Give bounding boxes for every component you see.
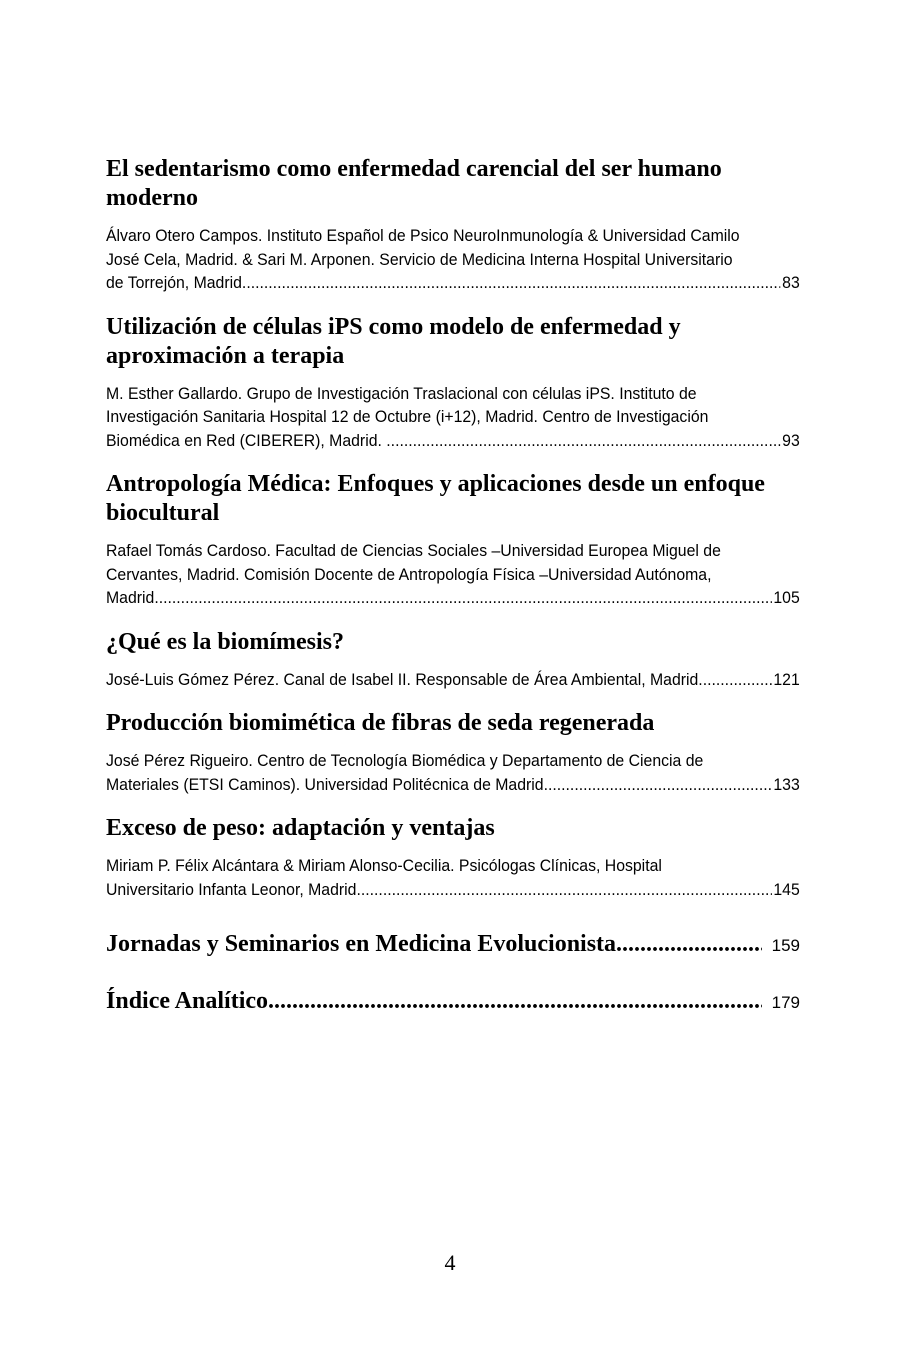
entry-title: El sedentarismo como enfermedad carencial del ser humano moderno bbox=[106, 156, 722, 211]
entry-authors bbox=[106, 382, 800, 453]
toc-entry bbox=[106, 709, 800, 796]
entry-title: Utilización de células iPS como modelo de enfermedad y aproximación a terapia bbox=[106, 313, 681, 369]
page-number: 133 bbox=[773, 774, 800, 794]
page-number: 159 bbox=[771, 936, 800, 955]
page-number: 179 bbox=[771, 993, 800, 1012]
dot-leader bbox=[616, 931, 762, 958]
section-title: Índice Analítico bbox=[106, 988, 269, 1014]
entry-title: Exceso de peso: adaptación y ventajas bbox=[106, 815, 495, 841]
dot-leader bbox=[159, 586, 772, 610]
entry-authors bbox=[106, 224, 800, 295]
dot-leader bbox=[242, 271, 780, 295]
author-line: Biomédica en Red (CIBERER), Madrid. . bbox=[106, 430, 391, 450]
author-last-line bbox=[106, 773, 800, 797]
entry-authors bbox=[106, 539, 800, 610]
dot-leader bbox=[268, 988, 762, 1015]
entry-authors bbox=[106, 854, 800, 901]
author-line: Miriam P. Félix Alcántara & Miriam Alonso-Cecilia. Psicólogas Clínicas, Hospital bbox=[106, 856, 662, 875]
toc-entry bbox=[106, 155, 800, 295]
author-line: Rafael Tomás Cardoso. Facultad de Ciencias Sociales –Universidad Europea Miguel de bbox=[106, 541, 721, 560]
section-title: Jornadas y Seminarios en Medicina Evolucionista bbox=[106, 931, 617, 957]
author-last-line bbox=[106, 878, 800, 902]
toc-entry bbox=[106, 814, 800, 901]
dot-leader bbox=[361, 878, 772, 902]
author-line: Materiales (ETSI Caminos). Universidad Politécnica de Madrid bbox=[106, 774, 544, 794]
table-of-contents bbox=[106, 155, 800, 1015]
entry-title: Producción biomimética de fibras de seda regenerada bbox=[106, 710, 655, 736]
entry-authors bbox=[106, 668, 800, 692]
toc-section bbox=[106, 988, 800, 1015]
author-line: Álvaro Otero Campos. Instituto Español de Psico NeuroInmunología & Universidad Camilo bbox=[106, 226, 740, 245]
author-last-line bbox=[106, 668, 800, 692]
page-number: 83 bbox=[782, 273, 800, 292]
dot-leader bbox=[544, 773, 772, 797]
author-last-line bbox=[106, 429, 800, 453]
toc-entry bbox=[106, 470, 800, 610]
page-number: 105 bbox=[773, 588, 800, 607]
author-line: M. Esther Gallardo. Grupo de Investigación Traslacional con células iPS. Instituto de bbox=[106, 383, 697, 403]
author-line: José Cela, Madrid. & Sari M. Arponen. Servicio de Medicina Interna Hospital Universitario bbox=[106, 249, 733, 269]
page-number: 93 bbox=[782, 430, 800, 450]
page-footer-number: 4 bbox=[444, 1250, 456, 1275]
toc-section bbox=[106, 931, 800, 958]
toc-entry bbox=[106, 628, 800, 692]
dot-leader bbox=[703, 668, 772, 692]
page-number: 121 bbox=[773, 669, 800, 689]
author-line: José-Luis Gómez Pérez. Canal de Isabel II. Responsable de Área Ambiental, Madrid. bbox=[106, 669, 703, 689]
author-line: Universitario Infanta Leonor, Madrid. bbox=[106, 879, 361, 899]
author-line: Investigación Sanitaria Hospital 12 de Octubre (i+12), Madrid. Centro de Investigación bbox=[106, 407, 709, 426]
entry-authors bbox=[106, 749, 800, 796]
author-line: Madrid. bbox=[106, 588, 159, 607]
entry-title: ¿Qué es la biomímesis? bbox=[106, 628, 344, 655]
author-last-line bbox=[106, 271, 800, 295]
entry-title: Antropología Médica: Enfoques y aplicaciones desde un enfoque biocultural bbox=[106, 471, 765, 526]
author-last-line bbox=[106, 586, 800, 610]
author-line: José Pérez Rigueiro. Centro de Tecnología Biomédica y Departamento de Ciencia de bbox=[106, 751, 704, 770]
toc-entry bbox=[106, 313, 800, 453]
dot-leader bbox=[391, 429, 781, 453]
author-line: Cervantes, Madrid. Comisión Docente de Antropología Física –Universidad Autónoma, bbox=[106, 564, 712, 584]
page-number: 145 bbox=[773, 879, 800, 899]
author-line: de Torrejón, Madrid bbox=[106, 273, 242, 292]
